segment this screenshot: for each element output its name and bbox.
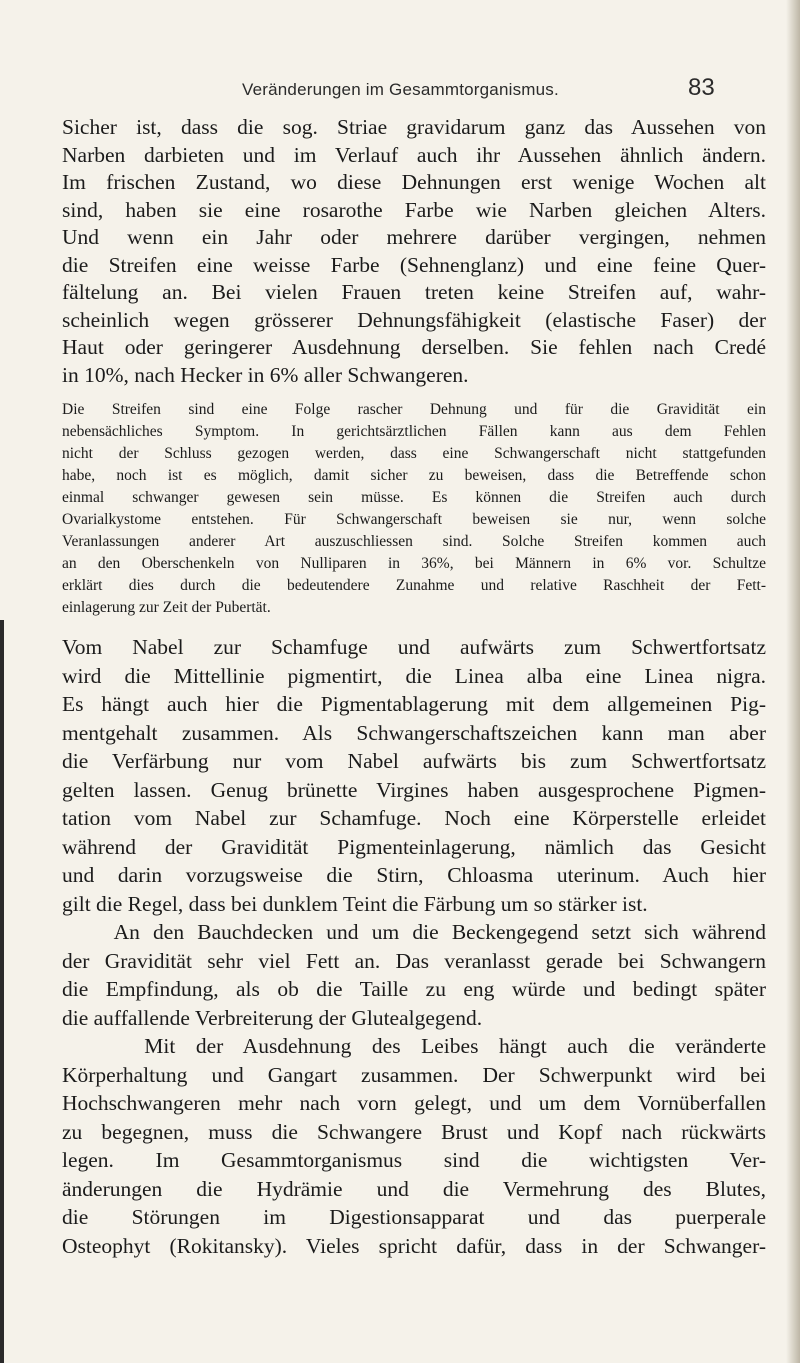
note-line: erklärt dies durch die bedeutendere Zunahme und relative Raschheit der Fett- bbox=[62, 577, 766, 594]
text-line: tation vom Nabel zur Schamfuge. Noch eine Körperstelle erleidet bbox=[62, 806, 766, 830]
footnote-small-print bbox=[62, 399, 766, 619]
text-line: Vom Nabel zur Schamfuge und aufwärts zum Schwertfortsatz bbox=[62, 635, 766, 659]
text-line: legen. Im Gesammtorganismus sind die wichtigsten Ver- bbox=[62, 1148, 766, 1172]
text-line: Im frischen Zustand, wo diese Dehnungen erst wenige Wochen alt bbox=[62, 170, 766, 194]
text-line: Mit der Ausdehnung des Leibes hängt auch die veränderte bbox=[62, 1034, 766, 1058]
text-line: mentgehalt zusammen. Als Schwangerschaftszeichen kann man aber bbox=[62, 720, 766, 745]
text-line: Sicher ist, dass die sog. Striae gravidarum ganz das Aussehen von bbox=[62, 115, 766, 139]
text-line: Körperhaltung und Gangart zusammen. Der Schwerpunkt wird bei bbox=[62, 1062, 766, 1087]
note-line: Veranlassungen anderer Art auszuschliessen sind. Solche Streifen kommen auch bbox=[62, 533, 766, 550]
text-line: Haut oder geringerer Ausdehnung derselben. Sie fehlen nach Credé bbox=[62, 335, 766, 359]
page-edge-shadow bbox=[786, 0, 800, 1363]
text-line: Hochschwangeren mehr nach vorn gelegt, und um dem Vornüberfallen bbox=[62, 1091, 766, 1115]
text-line: wird die Mittellinie pigmentirt, die Linea alba eine Linea nigra. bbox=[62, 663, 766, 688]
paragraph-koerperhaltung bbox=[62, 1032, 766, 1260]
paragraph-fett bbox=[62, 918, 766, 1032]
paragraph-linea-nigra bbox=[62, 633, 766, 918]
text-line: während der Gravidität Pigmenteinlagerung, nämlich das Gesicht bbox=[62, 834, 766, 859]
text-line: gelten lassen. Genug brünette Virgines haben ausgesprochene Pigmen- bbox=[62, 777, 766, 802]
text-line: die Verfärbung nur vom Nabel aufwärts bis zum Schwertfortsatz bbox=[62, 749, 766, 773]
running-head: Veränderungen im Gesammtorganismus. bbox=[242, 80, 559, 99]
text-line: die Streifen eine weisse Farbe (Sehnenglanz) und eine feine Quer- bbox=[62, 252, 766, 277]
text-line: die Störungen im Digestionsapparat und das puerperale bbox=[62, 1205, 766, 1229]
note-line: Die Streifen sind eine Folge rascher Dehnung und für die Gravidität ein bbox=[62, 401, 766, 418]
text-line: zu begegnen, muss die Schwangere Brust und Kopf nach rückwärts bbox=[62, 1119, 766, 1144]
text-line: scheinlich wegen grösserer Dehnungsfähigkeit (elastische Faser) der bbox=[62, 307, 766, 332]
text-line: und darin vorzugsweise die Stirn, Chloasma uterinum. Auch hier bbox=[62, 863, 766, 887]
note-line: an den Oberschenkeln von Nulliparen in 36%, bei Männern in 6% vor. Schultze bbox=[62, 555, 766, 572]
text-line: sind, haben sie eine rosarothe Farbe wie Narben gleichen Alters. bbox=[62, 197, 766, 222]
note-line: Ovarialkystome entstehen. Für Schwangerschaft beweisen sie nur, wenn solche bbox=[62, 511, 766, 528]
text-line: änderungen die Hydrämie und die Vermehrung des Blutes, bbox=[62, 1176, 766, 1201]
binding-edge bbox=[0, 620, 4, 1363]
page-number: 83 bbox=[688, 74, 715, 101]
text-line: An den Bauchdecken und um die Beckengegend setzt sich während bbox=[62, 920, 766, 944]
text-line: die Empfindung, als ob die Taille zu eng würde und bedingt später bbox=[62, 977, 766, 1001]
note-line: einlagerung zur Zeit der Pubertät. bbox=[62, 599, 271, 616]
note-line: nicht der Schluss gezogen werden, dass eine Schwangerschaft nicht stattgefunden bbox=[62, 445, 766, 462]
text-line: der Gravidität sehr viel Fett an. Das veranlasst gerade bei Schwangern bbox=[62, 948, 766, 973]
text-line: in 10%, nach Hecker in 6% aller Schwangeren. bbox=[62, 362, 469, 387]
text-line: fältelung an. Bei vielen Frauen treten keine Streifen auf, wahr- bbox=[62, 280, 766, 304]
note-line: nebensächliches Symptom. In gerichtsärztlichen Fällen kann aus dem Fehlen bbox=[62, 423, 766, 440]
text-line: Es hängt auch hier die Pigmentablagerung mit dem allgemeinen Pig- bbox=[62, 692, 766, 716]
text-line: Osteophyt (Rokitansky). Vieles spricht dafür, dass in der Schwanger- bbox=[62, 1233, 766, 1258]
note-line: einmal schwanger gewesen sein müsse. Es können die Streifen auch durch bbox=[62, 489, 766, 506]
paragraph-striae bbox=[62, 114, 766, 389]
note-line: habe, noch ist es möglich, damit sicher zu beweisen, dass die Betreffende schon bbox=[62, 467, 766, 484]
text-line: Und wenn ein Jahr oder mehrere darüber vergingen, nehmen bbox=[62, 225, 766, 249]
text-line: die auffallende Verbreiterung der Glutealgegend. bbox=[62, 1005, 483, 1030]
text-line: Narben darbieten und im Verlauf auch ihr Aussehen ähnlich ändern. bbox=[62, 142, 766, 167]
text-line: gilt die Regel, dass bei dunklem Teint die Färbung um so stärker ist. bbox=[62, 891, 648, 916]
